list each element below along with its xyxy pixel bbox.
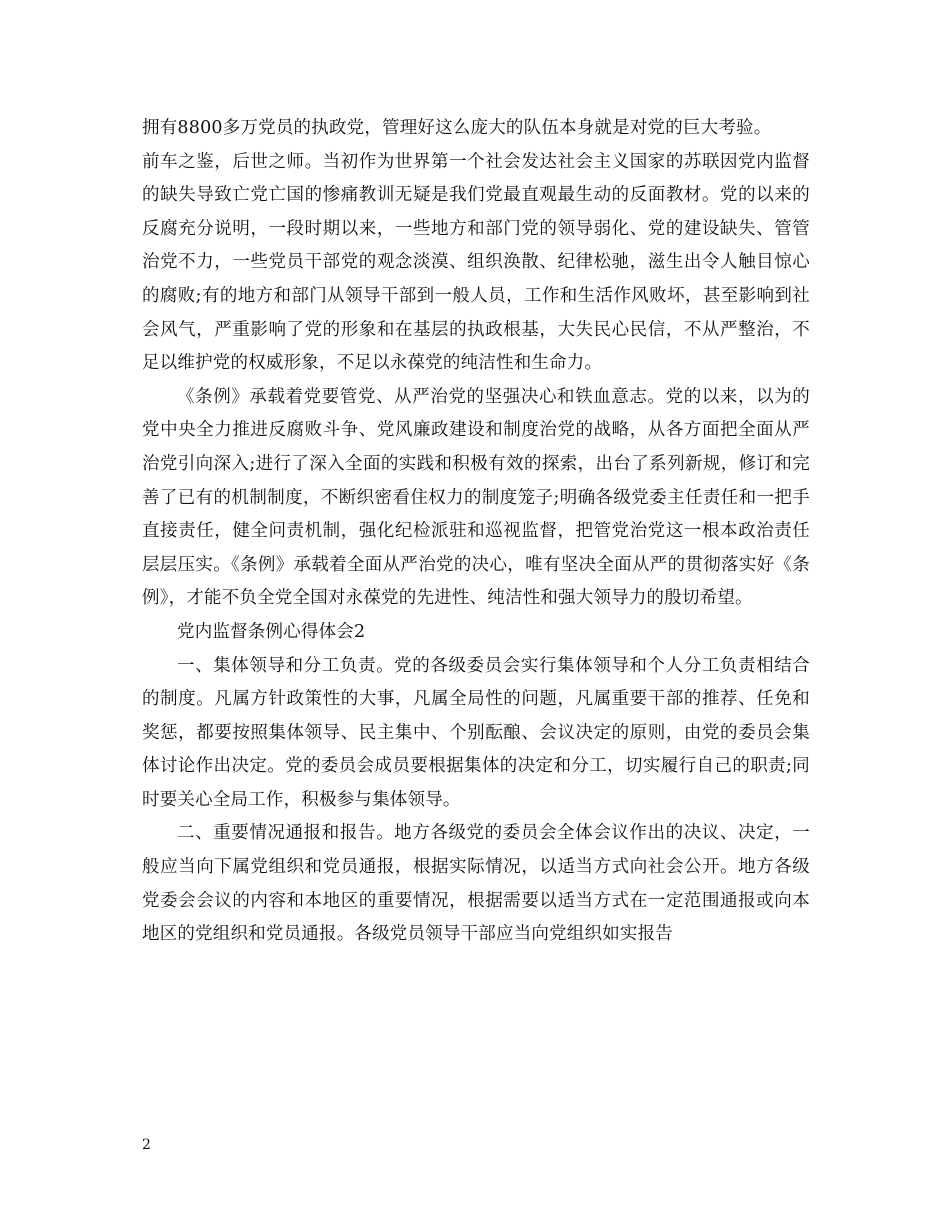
page-number: 2 [142, 1137, 151, 1153]
paragraph-1: 拥有8800多万党员的执政党，管理好这么庞大的队伍本身就是对党的巨大考验。 [142, 118, 772, 138]
paragraph-5: 一、集体领导和分工负责。党的各级委员会实行集体领导和个人分工负责相结合的制度。凡属方针政策性的大事，凡属全局性的问题，凡属重要干部的推荐、任免和奖惩，都要按照集体领导、民主集中、个别酝酿、会议决定的原则，由党的委员会集体讨论作出决定。党的委员会成员要根据集体的决定和分工，切实履行自己的职责;同时要关心全局工作，积极参与集体领导。 [142, 655, 810, 810]
section-heading: 党内监督条例心得体会2 [177, 621, 366, 642]
paragraph-2: 前车之鉴，后世之师。当初作为世界第一个社会发达社会主义国家的苏联因党内监督的缺失导致亡党亡国的惨痛教训无疑是我们党最直观最生动的反面教材。党的以来的反腐充分说明，一段时期以来，一些地方和部门党的领导弱化、党的建设缺失、管管治党不力，一些党员干部党的观念淡漠、组织涣散、纪律松驰，滋生出令人触目惊心的腐败;有的地方和部门从领导干部到一般人员，工作和生活作风败坏，甚至影响到社会风气，严重影响了党的形象和在基层的执政根基，大失民心民信，不从严整治，不足以维护党的权威形象，不足以永葆党的纯洁性和生命力。 [142, 151, 810, 374]
paragraph-6: 二、重要情况通报和报告。地方各级党的委员会全体会议作出的决议、决定，一般应当向下属党组织和党员通报，根据实际情况，以适当方式向社会公开。地方各级党委会会议的内容和本地区的重要情况，根据需要以适当方式在一定范围通报或向本地区的党组织和党员通报。各级党员领导干部应当向党组织如实报告 [142, 823, 810, 945]
document-body [142, 112, 810, 952]
paragraph-3: 《条例》承载着党要管党、从严治党的坚强决心和铁血意志。党的以来，以为的党中央全力推进反腐败斗争、党风廉政建设和制度治党的战略，从各方面把全面从严治党引向深入;进行了深入全面的实践和积极有效的探索，出台了系列新规，修订和完善了已有的机制制度，不断织密看住权力的制度笼子;明确各级党委主任责任和一把手直接责任，健全问责机制，强化纪检派驻和巡视监督，把管党治党这一根本政治责任层层压实。《条例》承载着全面从严治党的决心，唯有坚决全面从严的贯彻落实好《条例》，才能不负全党全国对永葆党的先进性、纯洁性和强大领导力的殷切希望。 [142, 386, 810, 609]
